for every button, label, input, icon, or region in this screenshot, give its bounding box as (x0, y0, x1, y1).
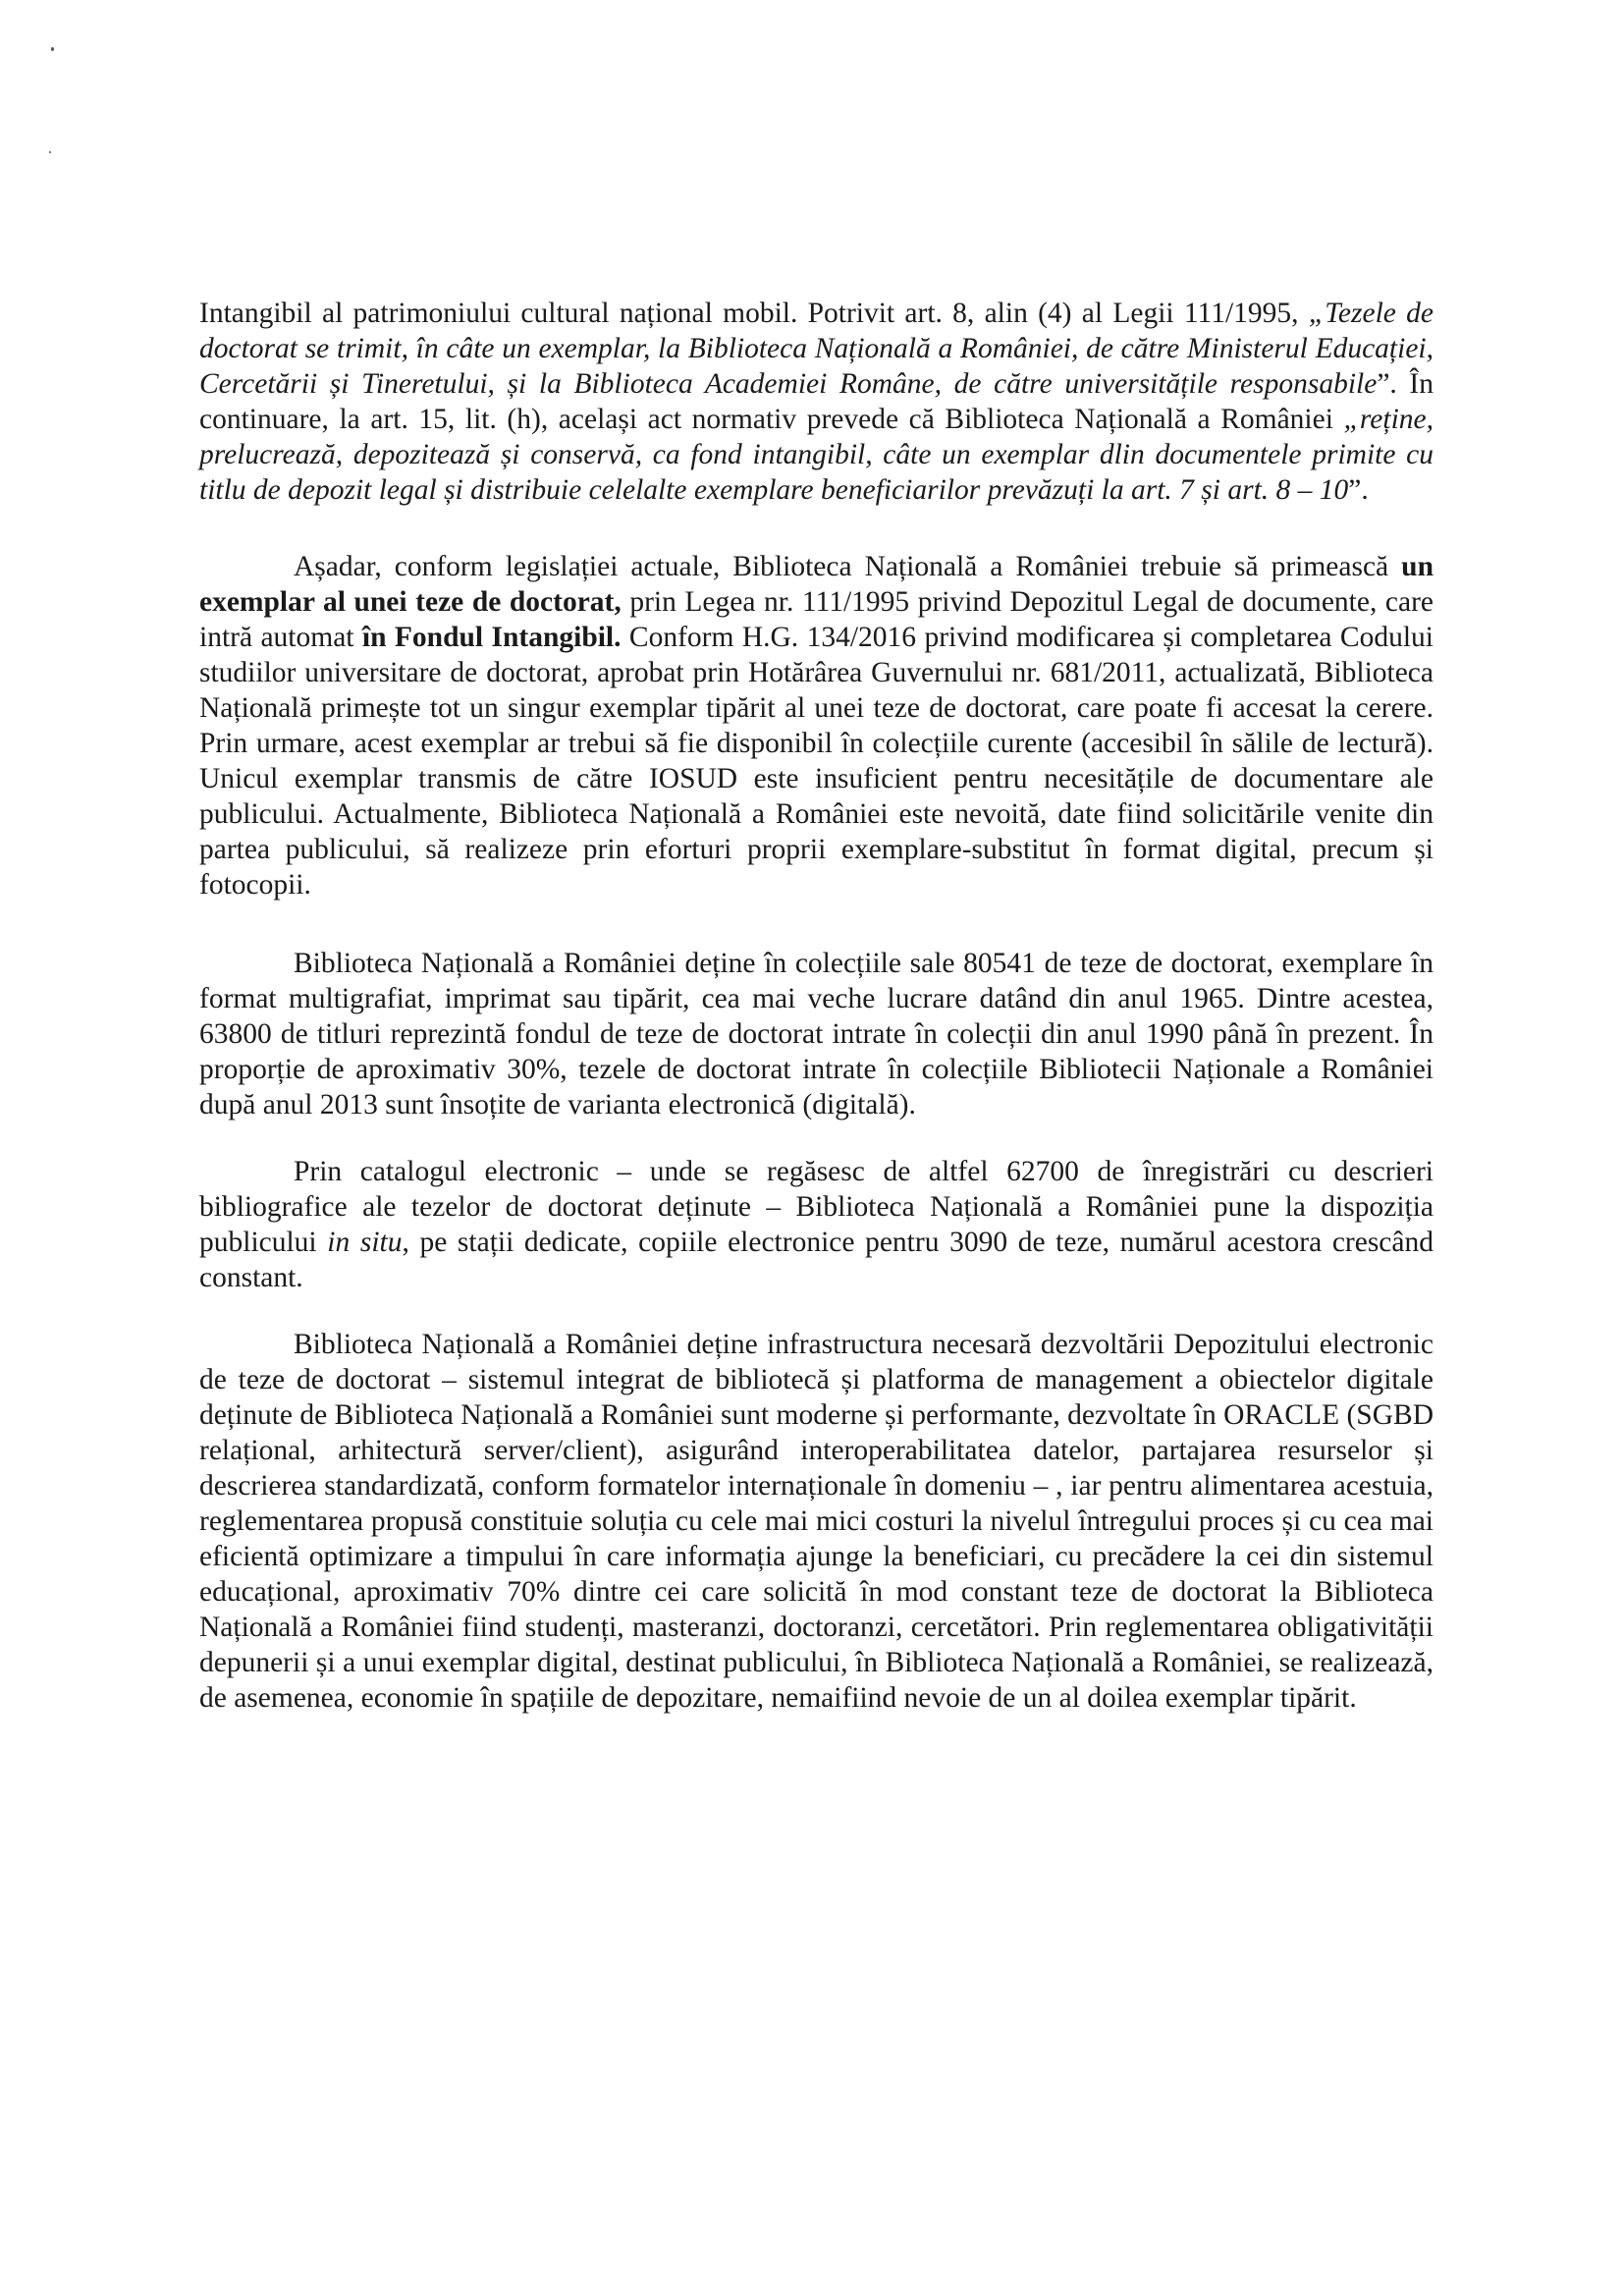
text-run: Intangibil al patrimoniului cultural național mobil. Potrivit art. 8, alin (4) al Legii 111/1995, (199, 298, 1309, 329)
text-run: ”. (1348, 474, 1369, 506)
text-run: prin Legea nr. 111/1995 privind Depozitul Legal de documente, care intră automat (199, 586, 1434, 653)
text-run: Conform H.G. 134/2016 privind modificarea și completarea Codului studiilor universitare de doctorat, aprobat prin Hotărârea Guvernului nr. 681/2011, actualizată, Biblioteca Națională primește tot un singur exemplar tipărit al unei teze de doctorat, care poate fi accesat la cerere. Prin urmare, acest exemplar ar trebui să fie disponibil în colecțiile curente (accesibil în sălile de lectură). Unicul exemplar transmis de către IOSUD este insuficient pentru necesitățile de documentare ale publicului. Actualmente, Biblioteca Națională a României este nevoită, date fiind solicitările venite din partea publicului, să realizeze prin eforturi proprii exemplare-substitut în format digital, precum și fotocopii. (199, 622, 1434, 901)
text-run: Prin catalogul electronic – unde se regăsesc de altfel 62700 de înregistrări cu descrieri bibliografice ale tezelor de doctorat deținute – Biblioteca Națională a României pune la dispoziția publicului (199, 1156, 1434, 1258)
paragraph-collection-statistics: Biblioteca Națională a României deține în colecțiile sale 80541 de teze de doctorat, exemplare în format multigrafiat, imprimat sau tipărit, cea mai veche lucrare datând din anul 1965. Dintre acestea, 63800 de titluri reprezintă fondul de teze de doctorat intrate în colecții din anul 1990 până în prezent. În proporție de aproximativ 30%, tezele de doctorat intrate în colecțiile Bibliotecii Naționale a României după anul 2013 sunt însoțite de varianta electronică (digitală). (199, 948, 1434, 1121)
document-body (199, 296, 1434, 1716)
paragraph-legal-context (199, 296, 1434, 508)
quote-law-111-1995: „Tezele de doctorat se trimit, în câte un exemplar, la Biblioteca Națională a României, de către Ministerul Educației, Cercetării și Tineretului, și la Biblioteca Academiei Române, de către universitățile responsabile (199, 298, 1434, 400)
text-run: ”. În continuare, la art. 15, lit. (h), același act normativ prevede că Biblioteca Națională a României (199, 368, 1434, 435)
bold-phrase: un exemplar al unei teze de doctorat, (199, 551, 1434, 618)
paragraph-current-legislation (199, 549, 1434, 902)
scan-speck (49, 151, 51, 153)
bold-phrase: în Fondul Intangibil. (361, 622, 622, 653)
quote-art-15: „reține, prelucrează, depozitează și conservă, ca fond intangibil, câte un exemplar dlin documentele primite cu titlu de depozit legal și distribuie celelalte exemplare beneficiarilor prevăzuți la art. 7 și art. 8 – 10 (199, 404, 1434, 506)
text-run: Așadar, conform legislației actuale, Biblioteca Națională a României trebuie să primească (294, 551, 1402, 582)
scan-speck (51, 47, 54, 51)
italic-phrase: in situ (327, 1227, 403, 1258)
text-run: , pe stații dedicate, copiile electronice pentru 3090 de teze, numărul acestora crescând constant. (199, 1227, 1434, 1293)
paragraph-infrastructure: Biblioteca Națională a României deține infrastructura necesară dezvoltării Depozitului electronic de teze de doctorat – sistemul integrat de bibliotecă și platforma de management a obiectelor digitale deținute de Biblioteca Națională a României sunt moderne și performante, dezvoltate în ORACLE (SGBD relațional, arhitectură server/client), asigurând interoperabilitatea datelor, partajarea resurselor și descrierea standardizată, conform formatelor internaționale în domeniu – , iar pentru alimentarea acestuia, reglementarea propusă constituie soluția cu cele mai mici costuri la nivelul întregului proces și cu cea mai eficientă optimizare a timpului în care informația ajunge la beneficiari, cu precădere la cei din sistemul educațional, aproximativ 70% dintre cei care solicită în mod constant teze de doctorat la Biblioteca Națională a României fiind studenți, masteranzi, doctoranzi, cercetători. Prin reglementarea obligativității depunerii și a unui exemplar digital, destinat publicului, în Biblioteca Națională a României, se realizează, de asemenea, economie în spațiile de depozitare, nemaifiind nevoie de un al doilea exemplar tipărit. (199, 1329, 1434, 1714)
paragraph-electronic-catalog (199, 1154, 1434, 1295)
